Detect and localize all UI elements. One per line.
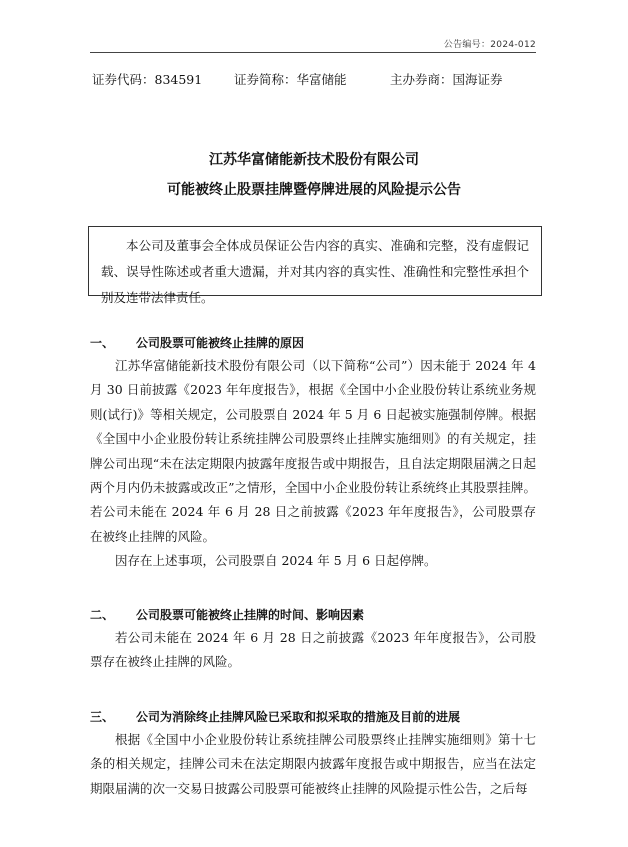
section-number: 一、 [90, 336, 115, 350]
section-heading [90, 706, 536, 728]
section-paragraph: 因存在上述事项，公司股票自 2024 年 5 月 6 日起停牌。 [115, 553, 437, 569]
section-2 [90, 604, 536, 675]
section-paragraph: 若公司未能在 2024 年 6 月 28 日之前披露《2023 年年度报告》，公司股票存在被终止挂牌的风险。 [90, 630, 536, 670]
section-paragraph: 根据《全国中小企业股份转让系统挂牌公司股票终止挂牌实施细则》第十七条的相关规定，挂牌公司未在法定期限内披露年度报告或中期报告，应当在法定期限届满的次一交易日披露公司股票可能被终止挂牌的风险提示性公告，之后每 [90, 732, 536, 796]
section-number: 二、 [90, 608, 115, 622]
announcement-subject: 可能被终止股票挂牌暨停牌进展的风险提示公告 [167, 182, 461, 198]
section-3 [90, 706, 536, 801]
announcement-number: 公告编号：2024-012 [443, 40, 536, 50]
section-heading [90, 332, 536, 354]
header-divider [90, 52, 536, 53]
section-number: 三、 [90, 710, 115, 724]
company-name: 江苏华富储能新技术股份有限公司 [209, 152, 419, 168]
section-heading [90, 604, 536, 626]
sponsor-broker: 主办券商：国海证券 [390, 72, 503, 87]
section-title: 公司股票可能被终止挂牌的原因 [136, 336, 305, 350]
section-title: 公司为消除终止挂牌风险已采取和拟采取的措施及目前的进展 [136, 710, 461, 724]
section-paragraph: 江苏华富储能新技术股份有限公司（以下简称“公司”）因未能于 2024 年 4 月 30 日前披露《2023 年年度报告》，根据《全国中小企业股份转让系统业务规则(试行)》等相关规定，公司股票自 2024 年 5 月 6 日起被实施强制停牌。根据《全国中小企业股份转让系统挂牌公司股票终止挂牌实施细则》的有关规定，挂牌公司出现“未在法定期限内披露年度报告或中期报告，且自法定期限届满之日起两个月内仍未披露或改正”之情形，全国中小企业股份转让系统终止其股票挂牌。若公司未能在 2024 年 6 月 28 日之前披露《2023 年年度报告》，公司股票存在被终止挂牌的风险。 [90, 358, 536, 544]
stock-code: 证券代码：834591 [92, 72, 203, 87]
section-1 [90, 332, 536, 574]
document-title [90, 145, 538, 205]
board-guarantee-notice: 本公司及董事会全体成员保证公告内容的真实、准确和完整，没有虚假记载、误导性陈述或者重大遗漏，并对其内容的真实性、准确性和完整性承担个别及连带法律责任。 [88, 226, 542, 296]
stock-abbreviation: 证券简称：华富储能 [234, 72, 347, 87]
securities-info-row [92, 70, 538, 88]
section-title: 公司股票可能被终止挂牌的时间、影响因素 [136, 608, 365, 622]
